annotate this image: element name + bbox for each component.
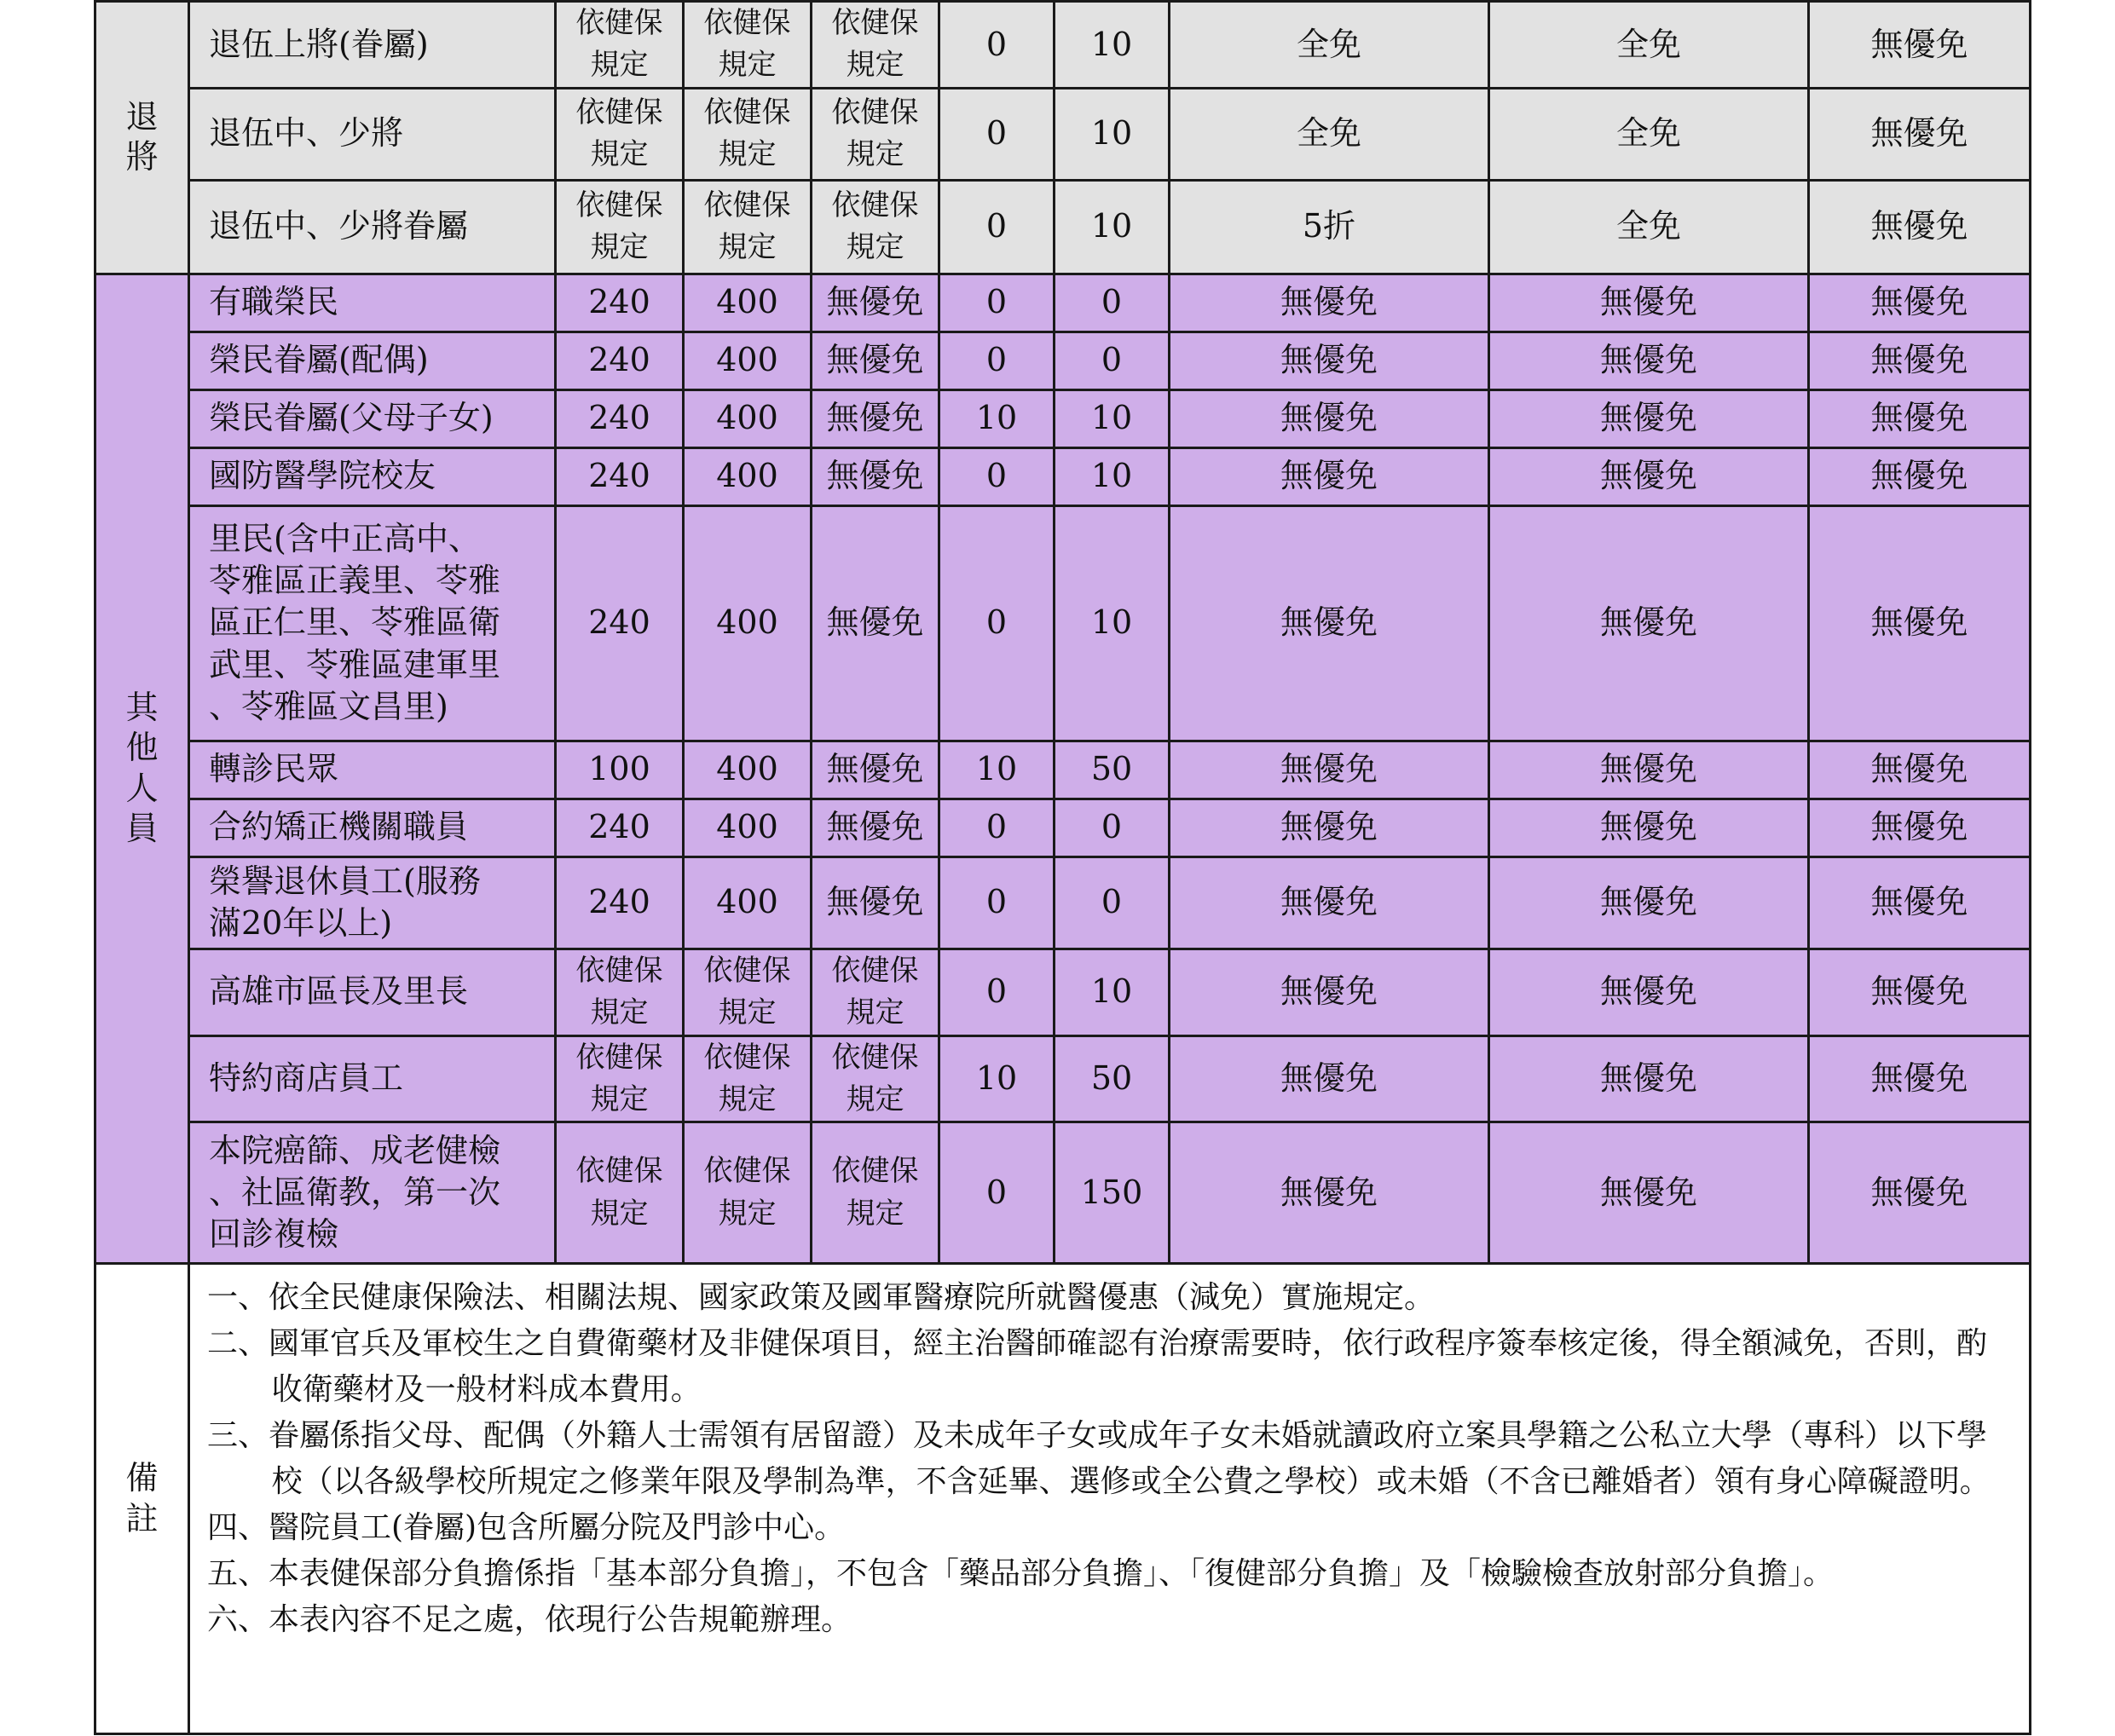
table-row — [95, 389, 2031, 447]
cell-c1: 240 — [556, 505, 684, 741]
cell-c8: 無優免 — [1809, 332, 2031, 389]
note-item: 三、眷屬係指父母、配偶（外籍人士需領有居留證）及未成年子女或成年子女未婚就讀政府立案具學籍之公私立大學（專科）以下學校（以各級學校所規定之修業年限及學制為準，不含延畢、選修或全公費之學校）或未婚（不含已離婚者）領有身心障礙證明。 — [207, 1418, 1991, 1500]
cell-c5: 0 — [1055, 799, 1170, 856]
cell-c3: 依健保 規定 — [812, 949, 939, 1035]
cell-c4: 0 — [939, 505, 1055, 741]
cell-c2: 400 — [684, 799, 812, 856]
cell-c1: 240 — [556, 447, 684, 505]
cell-c3: 無優免 — [812, 856, 939, 949]
cell-c1: 依健保 規定 — [556, 1035, 684, 1122]
cell-c5: 10 — [1055, 447, 1170, 505]
cell-c8: 無優免 — [1809, 274, 2031, 332]
cell-c1: 依健保 規定 — [556, 88, 684, 180]
cell-c3: 無優免 — [812, 447, 939, 505]
category-name: 退伍中、少將 — [189, 88, 556, 180]
cell-c6: 全免 — [1170, 2, 1489, 89]
cell-c5: 50 — [1055, 741, 1170, 799]
notes-label — [95, 1264, 189, 1734]
cell-c6: 5折 — [1170, 180, 1489, 274]
cell-c7: 無優免 — [1489, 799, 1809, 856]
table-row — [95, 332, 2031, 389]
notes-label-text: 備 註 — [125, 1459, 159, 1537]
cell-c6: 無優免 — [1170, 799, 1489, 856]
category-name: 榮譽退休員工(服務 滿20年以上) — [189, 856, 556, 949]
cell-c2: 依健保 規定 — [684, 1035, 812, 1122]
cell-c7: 全免 — [1489, 2, 1809, 89]
cell-c1: 240 — [556, 274, 684, 332]
cell-c5: 0 — [1055, 332, 1170, 389]
cell-c7: 無優免 — [1489, 856, 1809, 949]
cell-c5: 10 — [1055, 180, 1170, 274]
cell-c3: 依健保 規定 — [812, 1035, 939, 1122]
cell-c6: 無優免 — [1170, 447, 1489, 505]
cell-c6: 無優免 — [1170, 389, 1489, 447]
cell-c8: 無優免 — [1809, 741, 2031, 799]
cell-c1: 240 — [556, 856, 684, 949]
cell-c7: 無優免 — [1489, 949, 1809, 1035]
table-row — [95, 1122, 2031, 1264]
cell-c3: 依健保 規定 — [812, 88, 939, 180]
category-name: 特約商店員工 — [189, 1035, 556, 1122]
category-name: 本院癌篩、成老健檢 、社區衛教，第一次 回診複檢 — [189, 1122, 556, 1264]
cell-c8: 無優免 — [1809, 856, 2031, 949]
cell-c8: 無優免 — [1809, 447, 2031, 505]
category-name: 轉診民眾 — [189, 741, 556, 799]
cell-c8: 無優免 — [1809, 1122, 2031, 1264]
category-name: 榮民眷屬(配偶) — [189, 332, 556, 389]
cell-c1: 依健保 規定 — [556, 1122, 684, 1264]
cell-c2: 400 — [684, 741, 812, 799]
cell-c4: 10 — [939, 741, 1055, 799]
table-row — [95, 949, 2031, 1035]
cell-c2: 400 — [684, 332, 812, 389]
cell-c4: 0 — [939, 856, 1055, 949]
cell-c1: 240 — [556, 332, 684, 389]
cell-c6: 無優免 — [1170, 741, 1489, 799]
cell-c7: 無優免 — [1489, 447, 1809, 505]
cell-c5: 10 — [1055, 2, 1170, 89]
cell-c1: 240 — [556, 389, 684, 447]
cell-c3: 無優免 — [812, 505, 939, 741]
cell-c6: 無優免 — [1170, 856, 1489, 949]
note-item: 一、依全民健康保險法、相關法規、國家政策及國軍醫療院所就醫優惠（減免）實施規定。 — [207, 1280, 1436, 1316]
cell-c7: 無優免 — [1489, 274, 1809, 332]
cell-c7: 全免 — [1489, 180, 1809, 274]
cell-c7: 無優免 — [1489, 1122, 1809, 1264]
cell-c8: 無優免 — [1809, 949, 2031, 1035]
cell-c5: 10 — [1055, 949, 1170, 1035]
cell-c5: 150 — [1055, 1122, 1170, 1264]
cell-c4: 0 — [939, 2, 1055, 89]
cell-c3: 無優免 — [812, 741, 939, 799]
cell-c4: 0 — [939, 332, 1055, 389]
table-row — [95, 2, 2031, 89]
cell-c4: 0 — [939, 1122, 1055, 1264]
cell-c2: 400 — [684, 856, 812, 949]
cell-c8: 無優免 — [1809, 88, 2031, 180]
cell-c1: 依健保 規定 — [556, 949, 684, 1035]
cell-c7: 無優免 — [1489, 389, 1809, 447]
cell-c2: 依健保 規定 — [684, 949, 812, 1035]
cell-c7: 無優免 — [1489, 1035, 1809, 1122]
cell-c8: 無優免 — [1809, 180, 2031, 274]
cell-c7: 無優免 — [1489, 741, 1809, 799]
cell-c1: 100 — [556, 741, 684, 799]
cell-c8: 無優免 — [1809, 505, 2031, 741]
cell-c8: 無優免 — [1809, 389, 2031, 447]
table-row — [95, 447, 2031, 505]
table-row — [95, 856, 2031, 949]
table-row — [95, 799, 2031, 856]
cell-c3: 無優免 — [812, 389, 939, 447]
cell-c5: 0 — [1055, 274, 1170, 332]
table-row — [95, 741, 2031, 799]
cell-c2: 400 — [684, 447, 812, 505]
cell-c8: 無優免 — [1809, 2, 2031, 89]
cell-c4: 10 — [939, 389, 1055, 447]
cell-c4: 0 — [939, 447, 1055, 505]
table-row — [95, 505, 2031, 741]
cell-c4: 0 — [939, 949, 1055, 1035]
category-name: 退伍上將(眷屬) — [189, 2, 556, 89]
table-row — [95, 274, 2031, 332]
group-label-text: 其 他 人 員 — [125, 688, 159, 848]
cell-c1: 依健保 規定 — [556, 180, 684, 274]
table-row — [95, 180, 2031, 274]
note-item: 六、本表內容不足之處，依現行公告規範辦理。 — [207, 1602, 852, 1638]
group-label-text: 退 將 — [125, 97, 159, 176]
cell-c4: 10 — [939, 1035, 1055, 1122]
cell-c2: 400 — [684, 389, 812, 447]
cell-c5: 0 — [1055, 856, 1170, 949]
cell-c6: 無優免 — [1170, 332, 1489, 389]
cell-c4: 0 — [939, 274, 1055, 332]
cell-c2: 400 — [684, 274, 812, 332]
cell-c6: 無優免 — [1170, 1035, 1489, 1122]
cell-c3: 依健保 規定 — [812, 1122, 939, 1264]
fee-discount-table — [94, 0, 2031, 1735]
cell-c3: 依健保 規定 — [812, 2, 939, 89]
table-row — [95, 88, 2031, 180]
cell-c3: 無優免 — [812, 332, 939, 389]
cell-c2: 依健保 規定 — [684, 180, 812, 274]
category-name: 國防醫學院校友 — [189, 447, 556, 505]
category-name: 有職榮民 — [189, 274, 556, 332]
cell-c1: 依健保 規定 — [556, 2, 684, 89]
notes-row — [95, 1264, 2031, 1734]
group-label — [95, 274, 189, 1264]
cell-c4: 0 — [939, 799, 1055, 856]
cell-c2: 依健保 規定 — [684, 88, 812, 180]
cell-c1: 240 — [556, 799, 684, 856]
cell-c7: 無優免 — [1489, 332, 1809, 389]
cell-c6: 全免 — [1170, 88, 1489, 180]
cell-c7: 全免 — [1489, 88, 1809, 180]
cell-c6: 無優免 — [1170, 274, 1489, 332]
cell-c5: 10 — [1055, 389, 1170, 447]
cell-c4: 0 — [939, 180, 1055, 274]
cell-c6: 無優免 — [1170, 1122, 1489, 1264]
cell-c7: 無優免 — [1489, 505, 1809, 741]
group-label — [95, 2, 189, 274]
cell-c5: 50 — [1055, 1035, 1170, 1122]
category-name: 榮民眷屬(父母子女) — [189, 389, 556, 447]
cell-c5: 10 — [1055, 505, 1170, 741]
note-item: 二、國軍官兵及軍校生之自費衛藥材及非健保項目，經主治醫師確認有治療需要時，依行政程序簽奉核定後，得全額減免，否則，酌收衛藥材及一般材料成本費用。 — [207, 1326, 1988, 1408]
cell-c2: 依健保 規定 — [684, 2, 812, 89]
cell-c8: 無優免 — [1809, 1035, 2031, 1122]
notes-content — [189, 1264, 2031, 1734]
cell-c3: 依健保 規定 — [812, 180, 939, 274]
cell-c8: 無優免 — [1809, 799, 2031, 856]
cell-c6: 無優免 — [1170, 505, 1489, 741]
cell-c2: 依健保 規定 — [684, 1122, 812, 1264]
note-item: 四、醫院員工(眷屬)包含所屬分院及門診中心。 — [207, 1510, 846, 1546]
cell-c4: 0 — [939, 88, 1055, 180]
cell-c6: 無優免 — [1170, 949, 1489, 1035]
cell-c3: 無優免 — [812, 799, 939, 856]
cell-c3: 無優免 — [812, 274, 939, 332]
category-name: 高雄市區長及里長 — [189, 949, 556, 1035]
category-name: 退伍中、少將眷屬 — [189, 180, 556, 274]
category-name: 合約矯正機關職員 — [189, 799, 556, 856]
table-row — [95, 1035, 2031, 1122]
note-item: 五、本表健保部分負擔係指「基本部分負擔」，不包含「藥品部分負擔」、「復健部分負擔」及「檢驗檢查放射部分負擔」。 — [207, 1556, 1835, 1592]
category-name: 里民(含中正高中、 苓雅區正義里、苓雅 區正仁里、苓雅區衛 武里、苓雅區建軍里 、苓雅區文昌里) — [189, 505, 556, 741]
cell-c5: 10 — [1055, 88, 1170, 180]
cell-c2: 400 — [684, 505, 812, 741]
